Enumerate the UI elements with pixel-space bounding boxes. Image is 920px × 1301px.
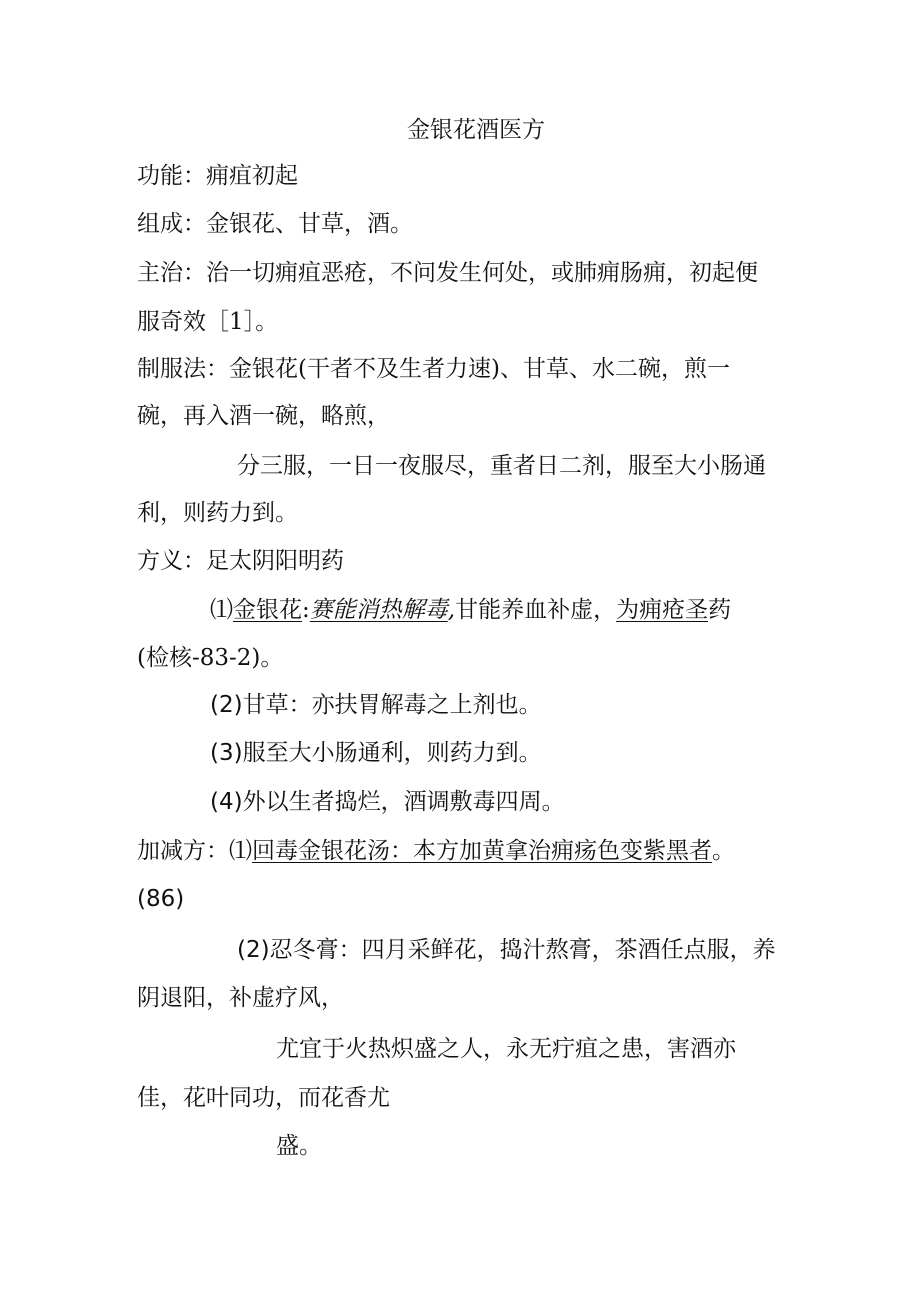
preparation-line-3: 分三服，一日一夜服尽，重者日二剂，服至大小肠通 xyxy=(237,453,766,479)
composition-line xyxy=(137,209,413,239)
modification-line-1 xyxy=(137,836,735,866)
item-text: 外以生者捣烂，酒调敷毒四周。 xyxy=(242,789,565,815)
modification-item-2-line-2: 阴退阳，补虚疗风， xyxy=(137,985,344,1011)
underlined-phrase: 回毒金银花汤：本方加黄拿治痈疡色变紫黑者 xyxy=(252,838,712,864)
herb-name: 金银花 xyxy=(233,597,302,623)
modification-item-2-line-1 xyxy=(237,935,776,965)
preparation-line-4: 利，则药力到。 xyxy=(137,500,298,526)
meaning-item-2 xyxy=(210,690,542,720)
preparation-line-1 xyxy=(137,354,730,384)
preparation-line-2: 碗，再入酒一碗，略煎， xyxy=(137,403,390,429)
meaning-item-1-cont: (检核-83-2)。 xyxy=(137,645,284,671)
meaning-line xyxy=(137,546,344,576)
composition-label: 组成： xyxy=(137,211,206,237)
middle-text: 甘能养血补虚， xyxy=(455,597,617,623)
meaning-item-3 xyxy=(210,738,542,768)
comma: , xyxy=(447,597,456,623)
modification-line-1-cont: (86) xyxy=(137,886,185,912)
item-text: 忍冬膏：四月采鲜花，捣汁熬膏，茶酒任点服，养 xyxy=(269,937,776,963)
end-text: 药 xyxy=(708,597,732,623)
modification-label: 加减方： xyxy=(137,838,229,864)
meaning-label: 方义： xyxy=(137,548,206,574)
meaning-text: 足太阴阳明药 xyxy=(206,548,344,574)
item-marker: (2) xyxy=(237,937,270,963)
composition-text: 金银花、甘草，酒。 xyxy=(206,211,413,237)
modification-item-2-line-5: 盛。 xyxy=(276,1133,322,1159)
item-marker: ⑴ xyxy=(229,838,252,864)
separator: : xyxy=(302,597,310,623)
preparation-label: 制服法： xyxy=(137,356,229,382)
function-line xyxy=(137,161,298,191)
item-text: 甘草：亦扶胃解毒之上剂也。 xyxy=(242,692,542,718)
indications-label: 主治： xyxy=(137,260,206,286)
indications-line-2: 服奇效［1］。 xyxy=(137,309,279,335)
item-marker: (3) xyxy=(210,740,243,766)
end-text: 。 xyxy=(712,838,735,864)
modification-item-2-line-4: 佳，花叶同功，而花香尤 xyxy=(137,1085,390,1111)
item-marker: (2) xyxy=(210,692,243,718)
document-title: 金银花酒医方 xyxy=(407,117,545,143)
italic-phrase: 赛能消热解毒 xyxy=(309,597,448,623)
underlined-phrase: 为痈疮圣 xyxy=(616,597,709,623)
item-marker: ⑴ xyxy=(210,597,233,623)
meaning-item-4 xyxy=(210,787,565,817)
item-marker: (4) xyxy=(210,789,243,815)
modification-item-2-line-3: 尤宜于火热炽盛之人，永无疔疽之患，害酒亦 xyxy=(276,1036,736,1062)
function-text: 痈疽初起 xyxy=(206,163,298,189)
item-text: 服至大小肠通利，则药力到。 xyxy=(242,740,542,766)
meaning-item-1 xyxy=(210,595,731,625)
preparation-text-1: 金银花(干者不及生者力速)、甘草、水二碗，煎一 xyxy=(229,356,730,382)
indications-line-1 xyxy=(137,258,758,288)
indications-text-1: 治一切痈疽恶疮，不问发生何处，或肺痈肠痈，初起便 xyxy=(206,260,758,286)
function-label: 功能： xyxy=(137,163,206,189)
